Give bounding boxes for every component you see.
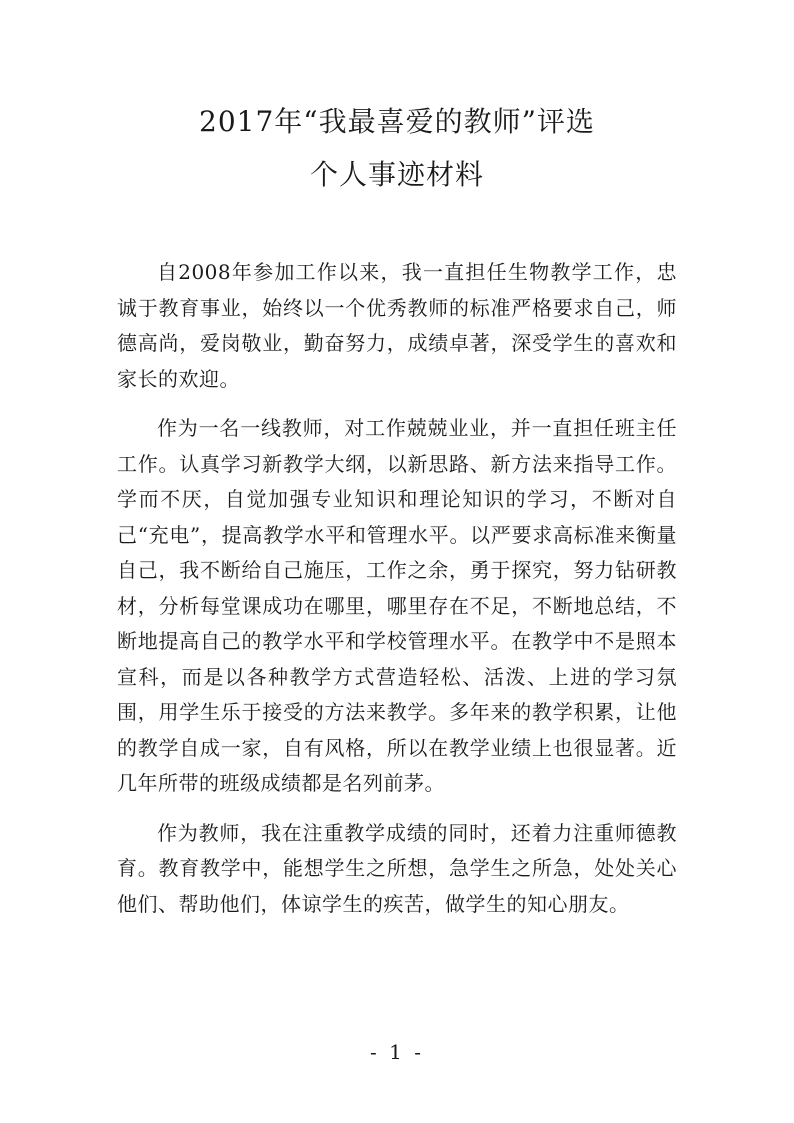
- document-subtitle: 个人事迹材料: [309, 158, 484, 191]
- document-body: [117, 255, 677, 936]
- document-title: 2017年“我最喜爱的教师”评选: [199, 105, 595, 138]
- page-number: - 1 -: [370, 1040, 424, 1064]
- paragraph-1: 自2008年参加工作以来，我一直担任生物教学工作，忠诚于教育事业，始终以一个优秀教师的标准严格要求自己，师德高尚，爱岗敬业，勤奋努力，成绩卓著，深受学生的喜欢和家长的欢迎。: [117, 260, 677, 391]
- paragraph-2: 作为一名一线教师，对工作兢兢业业，并一直担任班主任工作。认真学习新教学大纲，以新思路、新方法来指导工作。学而不厌，自觉加强专业知识和理论知识的学习，不断对自己“充电”，提高教学水平和管理水平。以严要求高标准来衡量自己，我不断给自己施压，工作之余，勇于探究，努力钻研教材，分析每堂课成功在哪里，哪里存在不足，不断地总结，不断地提高自己的教学水平和学校管理水平。在教学中不是照本宣科，而是以各种教学方式营造轻松、活泼、上进的学习氛围，用学生乐于接受的方法来教学。多年来的教学积累，让他的教学自成一家，自有风格，所以在教学业绩上也很显著。近几年所带的班级成绩都是名列前茅。: [117, 416, 677, 795]
- paragraph-3: 作为教师，我在注重教学成绩的同时，还着力注重师德教育。教育教学中，能想学生之所想，急学生之所急，处处关心他们、帮助他们，体谅学生的疾苦，做学生的知心朋友。: [117, 820, 677, 916]
